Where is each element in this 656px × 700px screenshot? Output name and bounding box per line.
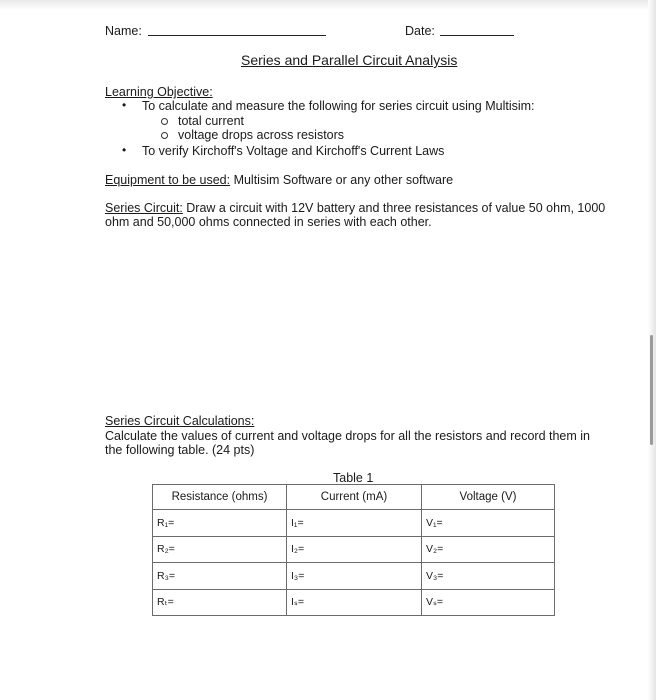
table-header-row: [153, 485, 555, 510]
resistance-cell[interactable]: R₁=: [153, 510, 287, 537]
equipment-label: Equipment to be used:: [105, 173, 231, 187]
series-circuit-text-1: Draw a circuit with 12V battery and three resistances of value 50 ohm, 1000: [182, 201, 606, 215]
objective-bullet-2: To verify Kirchoff's Voltage and Kirchoff's Current Laws: [142, 144, 445, 158]
table-caption: Table 1: [333, 471, 374, 485]
calculations-text-2: the following table. (24 pts): [105, 443, 255, 457]
current-cell[interactable]: I₂=: [287, 536, 422, 563]
objective-bullet-1: To calculate and measure the following for series circuit using Multisim:: [142, 99, 535, 113]
column-header-voltage: Voltage (V): [422, 485, 555, 510]
name-field-line[interactable]: [148, 35, 326, 36]
table-row: [153, 563, 555, 590]
date-label: Date:: [405, 24, 435, 38]
hollow-bullet-icon: [161, 118, 168, 125]
date-field-line[interactable]: [440, 35, 514, 36]
resistance-cell[interactable]: Rₜ=: [153, 589, 287, 616]
name-label: Name:: [105, 24, 142, 38]
table-row: [153, 510, 555, 537]
series-circuit-line-1: [105, 201, 605, 215]
calculations-text-1: Calculate the values of current and voltage drops for all the resistors and record them in: [105, 429, 590, 443]
current-cell[interactable]: I₁=: [287, 510, 422, 537]
voltage-cell[interactable]: Vₛ=: [422, 589, 555, 616]
series-circuit-text-2: ohm and 50,000 ohms connected in series with each other.: [105, 215, 432, 229]
voltage-cell[interactable]: V₃=: [422, 563, 555, 590]
bullet-icon: •: [122, 143, 127, 157]
current-cell[interactable]: I₃=: [287, 563, 422, 590]
results-table: [152, 484, 555, 616]
column-header-current: Current (mA): [287, 485, 422, 510]
column-header-resistance: Resistance (ohms): [153, 485, 287, 510]
series-circuit-label: Series Circuit:: [105, 201, 183, 215]
scrollbar[interactable]: [650, 335, 653, 445]
objective-sub-2: voltage drops across resistors: [178, 128, 345, 142]
page-top-shadow: [0, 0, 656, 10]
bullet-icon: •: [122, 98, 127, 112]
equipment-text: Multisim Software or any other software: [230, 173, 454, 187]
voltage-cell[interactable]: V₁=: [422, 510, 555, 537]
resistance-cell[interactable]: R₃=: [153, 563, 287, 590]
table-row: [153, 536, 555, 563]
equipment-line: [105, 173, 453, 187]
calculations-heading: Series Circuit Calculations:: [105, 414, 255, 428]
objective-sub-1: total current: [178, 114, 245, 128]
table-row: [153, 589, 555, 616]
voltage-cell[interactable]: V₂=: [422, 536, 555, 563]
resistance-cell[interactable]: R₂=: [153, 536, 287, 563]
hollow-bullet-icon: [161, 132, 168, 139]
document-title: Series and Parallel Circuit Analysis: [241, 52, 458, 68]
objective-heading: Learning Objective:: [105, 85, 213, 99]
current-cell[interactable]: Iₛ=: [287, 589, 422, 616]
